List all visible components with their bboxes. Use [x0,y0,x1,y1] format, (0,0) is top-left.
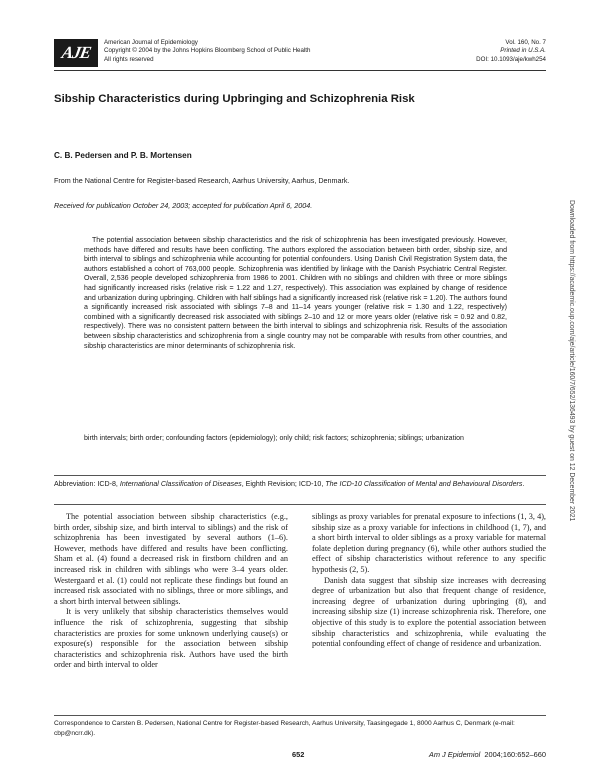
abbr-suffix: . [522,480,525,488]
body-paragraph: siblings as proxy variables for prenatal exposure to infections (1, 3, 4), sibship size as a proxy variable for infections in childhood (1, 7), and a short birth interval to older siblings as a proxy variable for maternal folate depletion during pregnancy (6), while other authors studied the effect of sibship characteristics without reference to any specific hypothesis (2, 5). [312,512,546,574]
header-right [476,39,546,64]
article-affiliation: From the National Centre for Register-based Research, Aarhus University, Aarhus, Denmark. [54,176,350,185]
printed-line: Printed in U.S.A. [500,47,546,55]
keywords: birth intervals; birth order; confounding factors (epidemiology); only child; risk factors; schizophrenia; siblings; urbanization [84,435,464,442]
article-title: Sibship Characteristics during Upbringing and Schizophrenia Risk [54,93,415,105]
body-paragraph: The potential association between sibship characteristics (e.g., birth order, sibship size, and birth interval to siblings) and the risk of schizophrenia has been investigated by several authors (1–6). However, methods have differed and results have been conflicting. Sham et al. (4) found a decreased risk in firstborn children and an increased risk in children with siblings who were 3–4 years older. Westergaard et al. (1) could not replicate these findings but found an increased risk associated with no siblings, three or more siblings, and a short birth interval between siblings. [54,512,288,606]
abbreviation-rule-top [54,475,546,476]
abbr-icd10-name: The ICD-10 Classification of Mental and Behavioural Disorders [325,480,523,488]
abbreviation-rule-bottom [54,504,546,505]
download-watermark: Downloaded from https://academic.oup.com/aje/article/160/7/652/136493 by guest on 12 December 2021 [568,200,575,522]
abbreviations [54,480,546,490]
correspondence-rule [54,715,546,716]
received-dates: Received for publication October 24, 2003; accepted for publication April 6, 2004. [54,201,313,210]
body-column-right [312,512,546,650]
citation-details: 2004;160:652–660 [484,750,546,759]
article-authors: C. B. Pedersen and P. B. Mortensen [54,151,192,160]
journal-abbreviation: Am J Epidemiol [428,750,481,759]
rights-line: All rights reserved [104,55,154,63]
volume-line: Vol. 160, No. 7 [505,39,546,46]
abbr-middle: , Eighth Revision; ICD-10, [241,480,326,488]
abbr-prefix: Abbreviation: ICD-8, [54,480,120,488]
header-left [104,39,310,64]
body-column-left [54,512,288,671]
header-rule [54,70,546,71]
copyright-line: Copyright © 2004 by the Johns Hopkins Bloomberg School of Public Health [104,47,311,55]
abstract: The potential association between sibship characteristics and the risk of schizophrenia has been investigated previously. However, methods have differed and results have been conflicting. The authors explored the association between birth order, sibship size, and birth interval to siblings and schizophrenia while accounting for potential confounders. Using Danish Civil Registration System data, the authors established a cohort of 763,000 people. Schizophrenia was identified by linkage with the Danish Psychiatric Central Register. Overall, 2,536 people developed schizophrenia from 1986 to 2001. Children with no siblings and children with three or more siblings had significantly increased risks (relative risk = 1.22 and 1.27, respectively). This association was explained by change of residence and urbanization during upbringing. Children with half siblings had a significantly increased risk (relative risk = 1.20). The authors found a significantly increased risk associated with siblings 7–8 and 11–14 years younger (relative risk = 1.30 and 1.22, respectively) combined with a significantly decreased risk associated with siblings 2–10 and 12 or more years older (relative risk = 0.92 and 0.82, respectively). There was no consistent pattern between the birth interval to siblings and schizophrenia risk. Results of the association between sibship characteristics and schizophrenia from a single country may not be comparable with results from other countries, and sibship characteristics are minor determinants of schizophrenia risk. [84,237,507,350]
doi-line: DOI: 10.1093/aje/kwh254 [476,55,546,63]
journal-logo: AJE [54,39,98,67]
body-paragraph: Danish data suggest that sibship size increases with decreasing degree of urbanization but also that frequent change of residence, increasing degree of urbanization during upbringing (8), and increasing sibship size (1) increase schizophrenia risk. Therefore, one objective of this study is to explore the potential association between sibship characteristics and schizophrenia, while evaluating the potential confounding effect of change of residence and urbanization. [312,575,546,649]
abbr-icd8-name: International Classification of Diseases [119,480,242,488]
page-number: 652 [292,750,305,759]
correspondence-note: Correspondence to Carsten B. Pedersen, National Centre for Register-based Research, Aarhus University, Taasingegade 1, 8000 Aarhus C, Denmark (e-mail: cbp@ncrr.dk). [54,720,515,737]
footer-citation [429,750,546,759]
body-paragraph: It is very unlikely that sibship characteristics themselves would influence the risk of schizophrenia, suggesting that sibship characteristics are proxies for some unknown underlying cause(s) or exposure(s) responsible for the association between sibship characteristics and schizophrenia risk. Authors have used the birth order and birth interval to older [54,607,288,670]
journal-name: American Journal of Epidemiology [104,39,198,46]
